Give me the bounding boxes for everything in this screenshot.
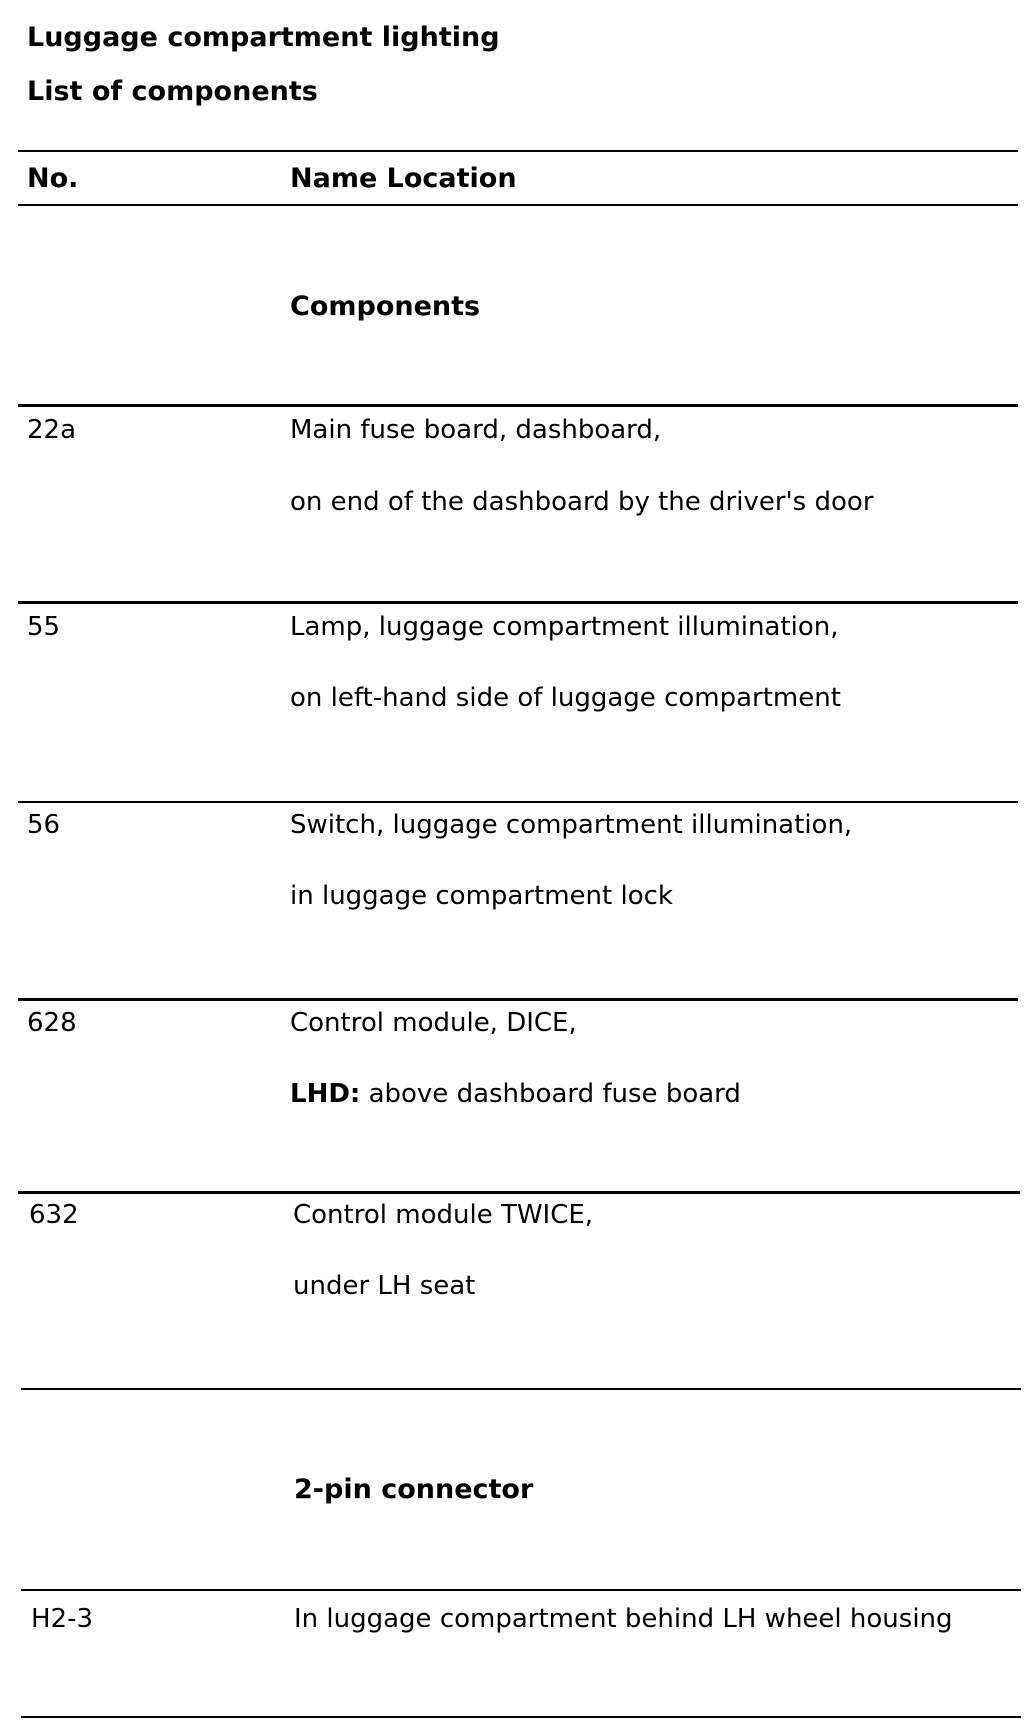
row-628-name: Control module, DICE,: [290, 1008, 577, 1038]
row-22a-name: Main fuse board, dashboard,: [290, 415, 662, 445]
row-divider: [18, 801, 1018, 803]
row-55-name: Lamp, luggage compartment illumination,: [290, 612, 839, 642]
row-22a-no: 22a: [27, 415, 77, 445]
row-55-location: on left-hand side of luggage compartment: [290, 683, 841, 713]
header-no: No.: [27, 163, 79, 194]
row-632-location: under LH seat: [293, 1271, 476, 1301]
row-628-location: [290, 1079, 741, 1109]
row-628-location-prefix: LHD:: [290, 1079, 361, 1109]
row-632-no: 632: [29, 1200, 79, 1230]
row-55-no: 55: [27, 612, 61, 642]
row-628-location-text: above dashboard fuse board: [360, 1079, 741, 1109]
row-h2-3-no: H2-3: [31, 1604, 94, 1634]
row-divider: [18, 601, 1018, 604]
row-56-name: Switch, luggage compartment illumination,: [290, 810, 853, 840]
table-top-rule: [18, 150, 1018, 152]
document-title: Luggage compartment lighting: [27, 22, 500, 53]
row-56-no: 56: [27, 810, 61, 840]
row-divider: [21, 1388, 1021, 1390]
row-632-name: Control module TWICE,: [293, 1200, 594, 1230]
section-connector-heading: 2-pin connector: [294, 1474, 534, 1505]
section-components-heading: Components: [290, 291, 481, 322]
row-divider: [18, 404, 1018, 407]
row-56-location: in luggage compartment lock: [290, 881, 673, 911]
row-divider: [18, 998, 1018, 1001]
table-bottom-rule: [21, 1716, 1021, 1718]
row-divider: [21, 1589, 1021, 1591]
row-22a-location: on end of the dashboard by the driver's door: [290, 487, 874, 517]
document-subtitle: List of components: [27, 76, 318, 107]
row-h2-3-location: In luggage compartment behind LH wheel housing: [294, 1604, 953, 1634]
row-628-no: 628: [27, 1008, 77, 1038]
header-name-location: Name Location: [290, 163, 517, 194]
header-bottom-rule: [18, 204, 1018, 206]
row-divider: [18, 1191, 1020, 1194]
